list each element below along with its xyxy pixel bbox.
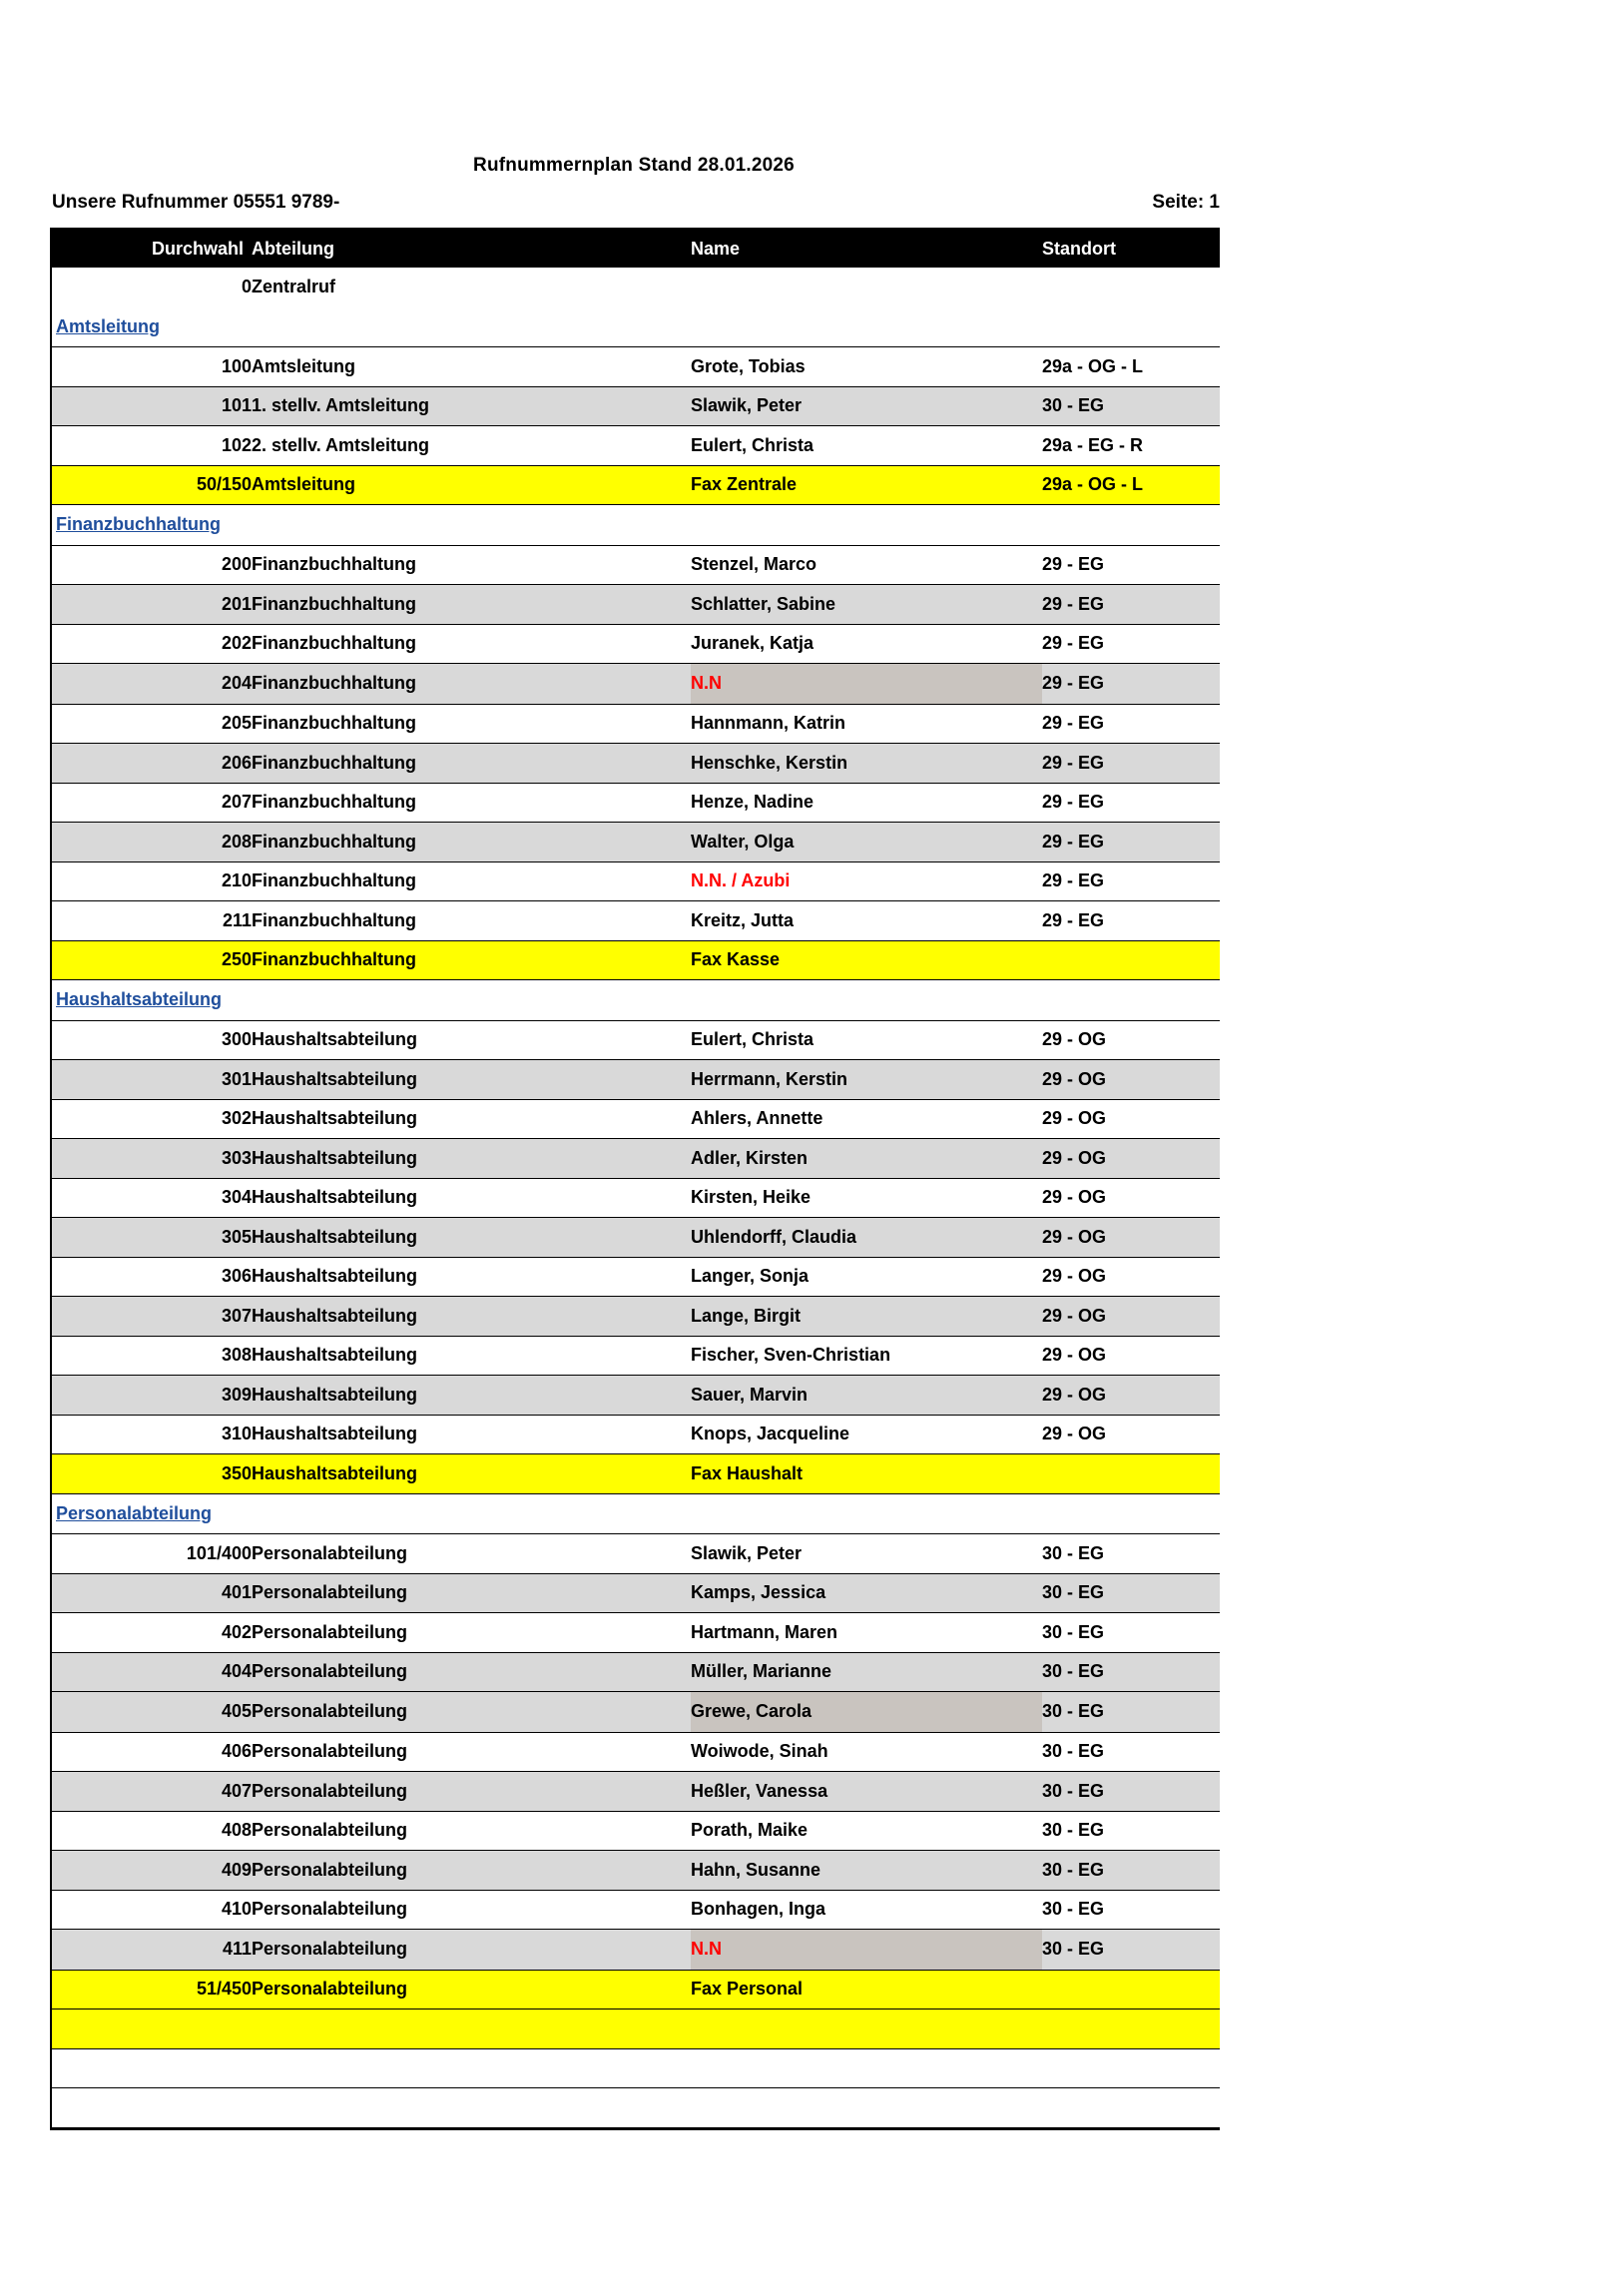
- cell-extension: 306: [52, 1257, 252, 1297]
- cell-location: 30 - EG: [1042, 1772, 1220, 1812]
- section-title: [52, 1493, 1220, 1534]
- cell-department: Finanzbuchhaltung: [252, 704, 691, 744]
- section-header-row: [52, 1493, 1220, 1534]
- cell-extension: 405: [52, 1692, 252, 1733]
- cell-department: 2. stellv. Amtsleitung: [252, 426, 691, 466]
- table-row: [52, 1890, 1220, 1930]
- cell-name: [691, 268, 1042, 307]
- cell-department: Finanzbuchhaltung: [252, 940, 691, 980]
- cell-department: [252, 2048, 691, 2088]
- cell-location: [1042, 1454, 1220, 1494]
- cell-name: Henze, Nadine: [691, 783, 1042, 823]
- table-row: [52, 1692, 1220, 1733]
- cell-name: Woiwode, Sinah: [691, 1732, 1042, 1772]
- cell-name: Fischer, Sven-Christian: [691, 1336, 1042, 1376]
- cell-department: Amtsleitung: [252, 347, 691, 387]
- person-name: Grewe, Carola: [691, 1692, 1042, 1732]
- cell-name: Hannmann, Katrin: [691, 704, 1042, 744]
- table-row: [52, 1930, 1220, 1971]
- cell-extension: [52, 2048, 252, 2088]
- cell-department: Personalabteilung: [252, 1573, 691, 1613]
- cell-location: 30 - EG: [1042, 1851, 1220, 1891]
- cell-location: 30 - EG: [1042, 1613, 1220, 1653]
- cell-name: Fax Zentrale: [691, 465, 1042, 505]
- cell-department: Haushaltsabteilung: [252, 1376, 691, 1416]
- document-subheader: [52, 192, 1220, 214]
- table-row: [52, 1020, 1220, 1060]
- table-row: [52, 1060, 1220, 1100]
- cell-name: Walter, Olga: [691, 823, 1042, 862]
- cell-extension: 406: [52, 1732, 252, 1772]
- cell-location: 29 - EG: [1042, 664, 1220, 705]
- cell-location: [1042, 1970, 1220, 2009]
- cell-name: Kirsten, Heike: [691, 1178, 1042, 1218]
- cell-location: 30 - EG: [1042, 1811, 1220, 1851]
- phone-plan-table: [52, 230, 1220, 2128]
- table-row: [52, 1336, 1220, 1376]
- cell-location: 29 - EG: [1042, 545, 1220, 585]
- cell-extension: 100: [52, 347, 252, 387]
- cell-location: 29a - OG - L: [1042, 465, 1220, 505]
- cell-name: Hartmann, Maren: [691, 1613, 1042, 1653]
- cell-extension: 407: [52, 1772, 252, 1812]
- table-row: [52, 347, 1220, 387]
- cell-extension: 301: [52, 1060, 252, 1100]
- cell-location: 30 - EG: [1042, 1652, 1220, 1692]
- vacant-text: N.N. / Azubi: [691, 870, 791, 891]
- table-row: [52, 1099, 1220, 1139]
- cell-location: 29 - EG: [1042, 624, 1220, 664]
- table-row: [52, 1218, 1220, 1258]
- cell-location: 29 - EG: [1042, 783, 1220, 823]
- table-row: [52, 1376, 1220, 1416]
- table-row: [52, 1139, 1220, 1179]
- cell-location: 29 - OG: [1042, 1257, 1220, 1297]
- cell-department: Personalabteilung: [252, 1970, 691, 2009]
- table-row: [52, 1732, 1220, 1772]
- table-row: [52, 823, 1220, 862]
- cell-department: Haushaltsabteilung: [252, 1060, 691, 1100]
- cell-location: 29 - EG: [1042, 744, 1220, 784]
- cell-department: Haushaltsabteilung: [252, 1178, 691, 1218]
- cell-extension: 402: [52, 1613, 252, 1653]
- cell-extension: 411: [52, 1930, 252, 1971]
- table-row: [52, 1851, 1220, 1891]
- cell-name: Juranek, Katja: [691, 624, 1042, 664]
- cell-name: Stenzel, Marco: [691, 545, 1042, 585]
- cell-department: Finanzbuchhaltung: [252, 901, 691, 941]
- table-row: [52, 1534, 1220, 1574]
- cell-name: Slawik, Peter: [691, 1534, 1042, 1574]
- cell-extension: 307: [52, 1297, 252, 1337]
- table-row: [52, 1297, 1220, 1337]
- section-label: Finanzbuchhaltung: [56, 514, 221, 535]
- cell-location: [1042, 2048, 1220, 2088]
- section-title: [52, 980, 1220, 1021]
- cell-extension: 302: [52, 1099, 252, 1139]
- cell-department: Finanzbuchhaltung: [252, 585, 691, 625]
- cell-location: 29a - OG - L: [1042, 347, 1220, 387]
- cell-name: Hahn, Susanne: [691, 1851, 1042, 1891]
- cell-name: Grote, Tobias: [691, 347, 1042, 387]
- table-row: [52, 1454, 1220, 1494]
- cell-extension: 210: [52, 861, 252, 901]
- cell-name: Müller, Marianne: [691, 1652, 1042, 1692]
- cell-extension: 409: [52, 1851, 252, 1891]
- cell-extension: 310: [52, 1415, 252, 1454]
- cell-extension: 207: [52, 783, 252, 823]
- cell-department: Personalabteilung: [252, 1534, 691, 1574]
- cell-extension: 205: [52, 704, 252, 744]
- cell-location: 29 - OG: [1042, 1139, 1220, 1179]
- cell-location: 29 - EG: [1042, 704, 1220, 744]
- cell-name: [691, 861, 1042, 901]
- table-row: [52, 1257, 1220, 1297]
- table-row: [52, 2048, 1220, 2088]
- cell-location: 29 - EG: [1042, 585, 1220, 625]
- cell-location: [1042, 2009, 1220, 2049]
- section-title: [52, 307, 1220, 347]
- cell-department: Personalabteilung: [252, 1732, 691, 1772]
- page-title: Rufnummernplan Stand 28.01.2026: [473, 155, 795, 176]
- cell-name: Kamps, Jessica: [691, 1573, 1042, 1613]
- cell-department: Finanzbuchhaltung: [252, 823, 691, 862]
- cell-extension: 204: [52, 664, 252, 705]
- cell-location: 29 - OG: [1042, 1336, 1220, 1376]
- cell-department: Finanzbuchhaltung: [252, 545, 691, 585]
- cell-extension: 101: [52, 386, 252, 426]
- cell-name: Bonhagen, Inga: [691, 1890, 1042, 1930]
- cell-location: 29 - EG: [1042, 823, 1220, 862]
- cell-name: Eulert, Christa: [691, 1020, 1042, 1060]
- table-row: [52, 1573, 1220, 1613]
- table-row: [52, 1415, 1220, 1454]
- cell-department: Personalabteilung: [252, 1692, 691, 1733]
- section-label: Haushaltsabteilung: [56, 989, 223, 1010]
- table-row: [52, 664, 1220, 705]
- column-header-location: Standort: [1042, 230, 1220, 268]
- cell-location: 29 - EG: [1042, 861, 1220, 901]
- table-row: [52, 585, 1220, 625]
- cell-department: Personalabteilung: [252, 1890, 691, 1930]
- cell-name: Heßler, Vanessa: [691, 1772, 1042, 1812]
- cell-department: Haushaltsabteilung: [252, 1257, 691, 1297]
- table-row: [52, 704, 1220, 744]
- table-row: [52, 465, 1220, 505]
- table-row: [52, 901, 1220, 941]
- cell-extension: 350: [52, 1454, 252, 1494]
- table-row: [52, 783, 1220, 823]
- cell-department: Finanzbuchhaltung: [252, 664, 691, 705]
- vacant-position-label: [691, 870, 790, 890]
- cell-department: Haushaltsabteilung: [252, 1139, 691, 1179]
- cell-location: 30 - EG: [1042, 1732, 1220, 1772]
- cell-name: Sauer, Marvin: [691, 1376, 1042, 1416]
- cell-department: Personalabteilung: [252, 1772, 691, 1812]
- cell-location: [1042, 940, 1220, 980]
- cell-name: [691, 664, 1042, 705]
- cell-location: 29a - EG - R: [1042, 426, 1220, 466]
- cell-name: Langer, Sonja: [691, 1257, 1042, 1297]
- cell-department: Personalabteilung: [252, 1613, 691, 1653]
- cell-extension: 308: [52, 1336, 252, 1376]
- cell-department: Personalabteilung: [252, 1811, 691, 1851]
- cell-department: Finanzbuchhaltung: [252, 624, 691, 664]
- cell-department: Haushaltsabteilung: [252, 1218, 691, 1258]
- cell-name: Fax Kasse: [691, 940, 1042, 980]
- cell-name: Lange, Birgit: [691, 1297, 1042, 1337]
- cell-location: 30 - EG: [1042, 386, 1220, 426]
- table-row: [52, 426, 1220, 466]
- cell-extension: 211: [52, 901, 252, 941]
- cell-name: [691, 2048, 1042, 2088]
- cell-extension: 404: [52, 1652, 252, 1692]
- cell-name: Uhlendorff, Claudia: [691, 1218, 1042, 1258]
- vacant-text: N.N: [691, 1939, 722, 1959]
- page-number-label: Seite: 1: [1152, 192, 1220, 213]
- cell-extension: 201: [52, 585, 252, 625]
- table-row: [52, 1811, 1220, 1851]
- cell-name: Henschke, Kerstin: [691, 744, 1042, 784]
- cell-extension: 0: [52, 268, 252, 307]
- section-label: Personalabteilung: [56, 1502, 213, 1523]
- table-row: [52, 940, 1220, 980]
- cell-extension: 401: [52, 1573, 252, 1613]
- cell-location: 29 - OG: [1042, 1376, 1220, 1416]
- vacant-text: N.N: [691, 673, 722, 693]
- column-header-extension: Durchwahl: [52, 230, 252, 268]
- cell-name: [691, 2088, 1042, 2128]
- cell-location: 30 - EG: [1042, 1692, 1220, 1733]
- cell-name: [691, 2009, 1042, 2049]
- table-row: [52, 386, 1220, 426]
- table-row: [52, 545, 1220, 585]
- cell-location: 30 - EG: [1042, 1890, 1220, 1930]
- cell-name: Eulert, Christa: [691, 426, 1042, 466]
- cell-department: Finanzbuchhaltung: [252, 744, 691, 784]
- cell-extension: 208: [52, 823, 252, 862]
- cell-extension: 101/400: [52, 1534, 252, 1574]
- section-header-row: [52, 505, 1220, 546]
- cell-location: 29 - OG: [1042, 1060, 1220, 1100]
- cell-extension: 200: [52, 545, 252, 585]
- cell-name: [691, 1930, 1042, 1971]
- cell-name: [691, 1692, 1042, 1733]
- cell-extension: 410: [52, 1890, 252, 1930]
- cell-location: 29 - OG: [1042, 1178, 1220, 1218]
- table-row: [52, 1652, 1220, 1692]
- cell-department: Haushaltsabteilung: [252, 1297, 691, 1337]
- cell-department: Personalabteilung: [252, 1851, 691, 1891]
- cell-location: 29 - OG: [1042, 1415, 1220, 1454]
- cell-location: 30 - EG: [1042, 1534, 1220, 1574]
- cell-location: 30 - EG: [1042, 1930, 1220, 1971]
- table-row: [52, 624, 1220, 664]
- cell-extension: [52, 2088, 252, 2128]
- cell-department: Finanzbuchhaltung: [252, 783, 691, 823]
- cell-location: 29 - OG: [1042, 1218, 1220, 1258]
- cell-name: Fax Personal: [691, 1970, 1042, 2009]
- cell-name: Knops, Jacqueline: [691, 1415, 1042, 1454]
- cell-extension: 50/150: [52, 465, 252, 505]
- cell-location: 30 - EG: [1042, 1573, 1220, 1613]
- cell-department: Zentralruf: [252, 268, 691, 307]
- section-header-row: [52, 307, 1220, 347]
- cell-extension: 102: [52, 426, 252, 466]
- cell-location: 29 - EG: [1042, 901, 1220, 941]
- table-row: [52, 1613, 1220, 1653]
- cell-extension: 309: [52, 1376, 252, 1416]
- cell-department: Haushaltsabteilung: [252, 1336, 691, 1376]
- cell-name: Herrmann, Kerstin: [691, 1060, 1042, 1100]
- vacant-position-label: [691, 664, 1042, 704]
- table-row: [52, 861, 1220, 901]
- cell-extension: 206: [52, 744, 252, 784]
- cell-extension: [52, 2009, 252, 2049]
- cell-location: 29 - OG: [1042, 1099, 1220, 1139]
- cell-department: Amtsleitung: [252, 465, 691, 505]
- cell-extension: 408: [52, 1811, 252, 1851]
- column-header-department: Abteilung: [252, 230, 691, 268]
- table-row: [52, 2088, 1220, 2128]
- table-row: [52, 268, 1220, 307]
- cell-department: Personalabteilung: [252, 1930, 691, 1971]
- section-title: [52, 505, 1220, 546]
- table-row: [52, 2009, 1220, 2049]
- cell-name: Slawik, Peter: [691, 386, 1042, 426]
- cell-location: [1042, 268, 1220, 307]
- cell-extension: 304: [52, 1178, 252, 1218]
- section-header-row: [52, 980, 1220, 1021]
- cell-department: [252, 2009, 691, 2049]
- cell-location: 29 - OG: [1042, 1297, 1220, 1337]
- cell-extension: 202: [52, 624, 252, 664]
- cell-department: Haushaltsabteilung: [252, 1099, 691, 1139]
- table-row: [52, 1772, 1220, 1812]
- section-label: Amtsleitung: [56, 315, 161, 336]
- cell-department: Haushaltsabteilung: [252, 1415, 691, 1454]
- cell-extension: 303: [52, 1139, 252, 1179]
- cell-extension: 250: [52, 940, 252, 980]
- cell-department: Haushaltsabteilung: [252, 1020, 691, 1060]
- table-row: [52, 1970, 1220, 2009]
- cell-name: Kreitz, Jutta: [691, 901, 1042, 941]
- cell-extension: 305: [52, 1218, 252, 1258]
- table-row: [52, 744, 1220, 784]
- table-header-row: [52, 230, 1220, 268]
- cell-department: Personalabteilung: [252, 1652, 691, 1692]
- table-row: [52, 1178, 1220, 1218]
- cell-location: [1042, 2088, 1220, 2128]
- cell-name: Adler, Kirsten: [691, 1139, 1042, 1179]
- cell-department: Haushaltsabteilung: [252, 1454, 691, 1494]
- vacant-position-label: [691, 1930, 1042, 1970]
- cell-name: Fax Haushalt: [691, 1454, 1042, 1494]
- cell-department: Finanzbuchhaltung: [252, 861, 691, 901]
- cell-department: [252, 2088, 691, 2128]
- our-phone-number-label: Unsere Rufnummer 05551 9789-: [52, 192, 340, 213]
- cell-location: 29 - OG: [1042, 1020, 1220, 1060]
- cell-department: 1. stellv. Amtsleitung: [252, 386, 691, 426]
- column-header-name: Name: [691, 230, 1042, 268]
- cell-name: Ahlers, Annette: [691, 1099, 1042, 1139]
- cell-extension: 300: [52, 1020, 252, 1060]
- cell-extension: 51/450: [52, 1970, 252, 2009]
- cell-name: Schlatter, Sabine: [691, 585, 1042, 625]
- cell-name: Porath, Maike: [691, 1811, 1042, 1851]
- phone-plan-table-container: [50, 228, 1220, 2130]
